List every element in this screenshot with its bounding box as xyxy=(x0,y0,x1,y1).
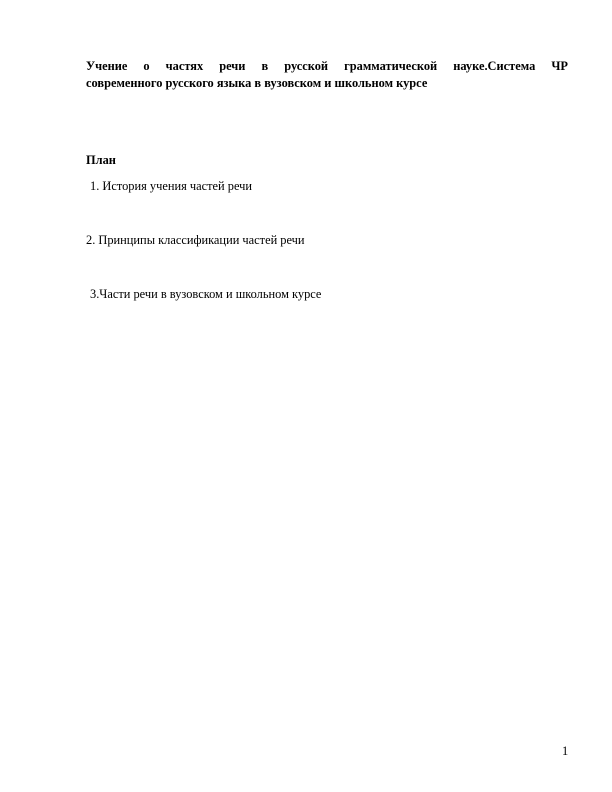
document-title-line-2: современного русского языка в вузовском и школьном курсе xyxy=(86,76,428,90)
document-title xyxy=(86,58,568,92)
page-number: 1 xyxy=(562,744,569,758)
plan-item-course: 3.Части речи в вузовском и школьном курсе xyxy=(90,287,322,301)
plan-item-history: 1. История учения частей речи xyxy=(90,179,253,193)
document-title-line-1: Учение о частях речи в русской грамматической науке.Система ЧР xyxy=(86,59,568,73)
plan-heading: План xyxy=(86,153,116,167)
plan-item-classification: 2. Принципы классификации частей речи xyxy=(86,233,305,247)
